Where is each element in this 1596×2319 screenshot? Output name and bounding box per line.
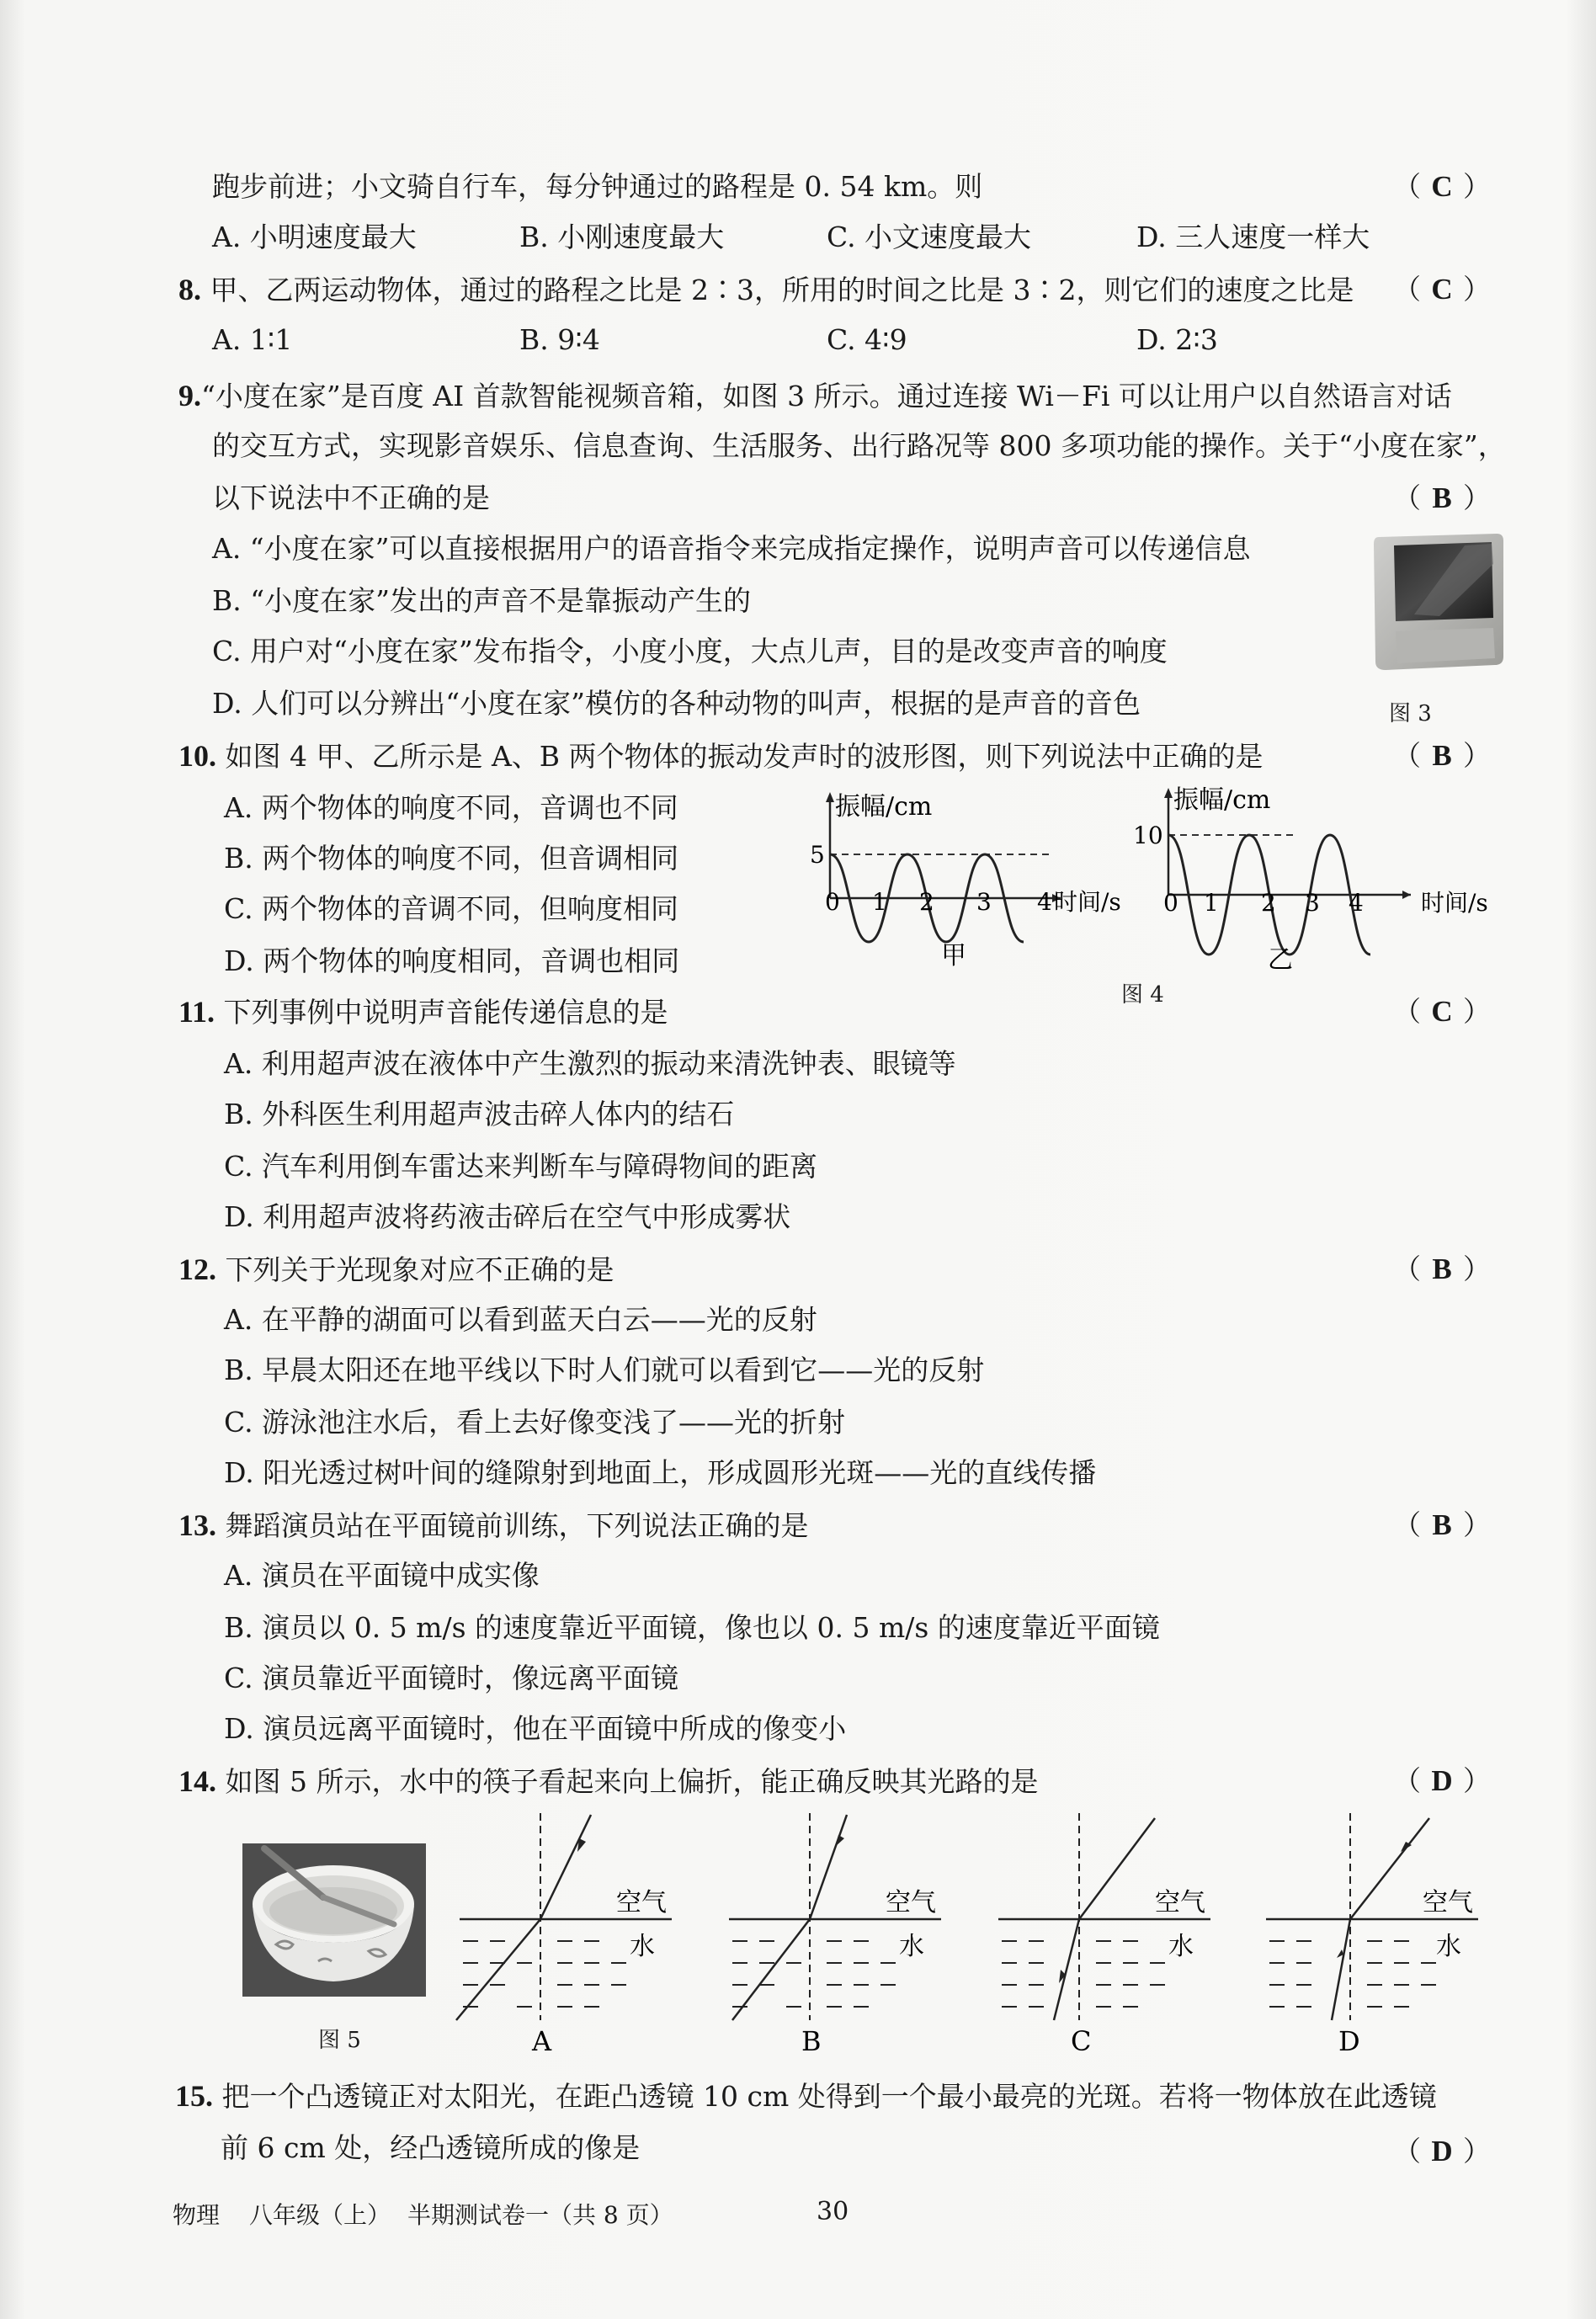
diagram-a-choice-label: A: [532, 2025, 552, 2057]
diagram-a-air-label: 空气: [616, 1888, 667, 1917]
q10-stem: 10. 如图 4 甲、乙所示是 A、B 两个物体的振动发声时的波形图，则下列说法中正确的是: [178, 739, 1264, 773]
q10-answer: （ B ）: [1393, 739, 1491, 772]
diagram-d-choice-label: D: [1338, 2025, 1360, 2057]
diagram-b-water-label: 水: [899, 1932, 924, 1961]
light-path-diagram-c: [990, 1810, 1217, 2062]
q9-option-a: A. “小度在家”可以直接根据用户的语音指令来完成指定操作，说明声音可以传递信息: [212, 532, 1251, 565]
q11-stem: 11. 下列事例中说明声音能传递信息的是: [178, 995, 668, 1029]
graph-a-xtick-3: 3: [976, 888, 992, 916]
q11-option-b: B. 外科医生利用超声波击碎人体内的结石: [224, 1098, 735, 1130]
footer-paper-title: 半期测试卷一（共 8 页）: [407, 2201, 673, 2229]
q11-option-d: D. 利用超声波将药液击碎后在空气中形成雾状: [224, 1200, 791, 1233]
q14-stem: 14. 如图 5 所示，水中的筷子看起来向上偏折，能正确反映其光路的是: [178, 1764, 1039, 1798]
q10-option-d: D. 两个物体的响度相同，音调也相同: [224, 944, 680, 977]
figure-4-caption: 图 4: [1121, 982, 1164, 1008]
q14-answer: （ D ）: [1393, 1764, 1491, 1797]
figure-5-caption: 图 5: [318, 2028, 361, 2053]
graph-a-xtick-1: 1: [872, 888, 887, 916]
graph-a-ylabel: 振幅/cm: [835, 792, 933, 822]
waveform-graph-b: [1120, 783, 1498, 985]
q7-option-b: B. 小刚速度最大: [519, 221, 725, 253]
q7-option-c: C. 小文速度最大: [827, 221, 1032, 253]
q15-number: 15.: [175, 2079, 213, 2113]
q12-option-a: A. 在平静的湖面可以看到蓝天白云——光的反射: [224, 1303, 817, 1336]
q10-option-b: B. 两个物体的响度不同，但音调相同: [224, 842, 679, 875]
q10-number: 10.: [178, 739, 216, 773]
q7-answer: （ C ）: [1393, 170, 1491, 203]
graph-a-name: 甲: [941, 941, 966, 971]
graph-a-amplitude-label: 5: [810, 841, 825, 869]
q12-stem: 12. 下列关于光现象对应不正确的是: [178, 1253, 614, 1286]
q7-stem-continuation: 跑步前进；小文骑自行车，每分钟通过的路程是 0. 54 km。则: [212, 170, 983, 203]
q8-stem: 8. 甲、乙两运动物体，通过的路程之比是 2∶3，所用的时间之比是 3∶2，则它们的速度之比是: [178, 273, 1354, 306]
footer-subject: 物理: [173, 2201, 221, 2229]
q8-option-a: A. 1∶1: [212, 323, 293, 356]
q13-option-b: B. 演员以 0. 5 m/s 的速度靠近平面镜，像也以 0. 5 m/s 的速度靠近平面镜: [224, 1611, 1160, 1644]
q11-option-c: C. 汽车利用倒车雷达来判断车与障碍物间的距离: [224, 1150, 818, 1183]
graph-a-xlabel: 时间/s: [1054, 888, 1121, 916]
q12-number: 12.: [178, 1253, 216, 1286]
graph-a-xtick-4: 4: [1037, 888, 1052, 916]
q8-option-c: C. 4∶9: [827, 323, 907, 356]
q11-option-a: A. 利用超声波在液体中产生激烈的振动来清洗钟表、眼镜等: [224, 1047, 956, 1080]
diagram-c-water-label: 水: [1168, 1932, 1194, 1961]
graph-b-ylabel: 振幅/cm: [1173, 785, 1271, 815]
bowl-chopstick-photo: [242, 1843, 426, 1997]
q15-stem-line2: 前 6 cm 处，经凸透镜所成的像是: [221, 2131, 641, 2164]
q8-answer: （ C ）: [1393, 273, 1491, 306]
q9-answer: （ B ）: [1393, 481, 1491, 514]
waveform-graph-a: [800, 787, 1136, 981]
light-path-diagram-b: [721, 1810, 948, 2062]
diagram-c-choice-label: C: [1071, 2025, 1092, 2057]
q13-option-d: D. 演员远离平面镜时，他在平面镜中所成的像变小: [224, 1712, 847, 1745]
q15-answer: （ D ）: [1393, 2135, 1491, 2167]
light-path-diagram-d: [1258, 1810, 1485, 2062]
q13-option-c: C. 演员靠近平面镜时，像远离平面镜: [224, 1662, 679, 1694]
q7-option-a: A. 小明速度最大: [212, 221, 417, 253]
graph-b-xtick-3: 3: [1305, 889, 1320, 917]
light-path-diagram-a: [451, 1810, 678, 2062]
diagram-b-choice-label: B: [801, 2025, 822, 2057]
q9-option-c: C. 用户对“小度在家”发布指令，小度小度，大点儿声，目的是改变声音的响度: [212, 635, 1168, 668]
graph-b-xtick-1: 1: [1204, 889, 1219, 917]
q9-number: 9.: [178, 379, 201, 412]
q9-stem-line1: 9.“小度在家”是百度 AI 首款智能视频音箱，如图 3 所示。通过连接 Wi－Fi 可以让用户以自然语言对话: [178, 379, 1452, 412]
q11-answer: （ C ）: [1393, 995, 1491, 1028]
q10-option-c: C. 两个物体的音调不同，但响度相同: [224, 892, 679, 925]
q9-stem-line2: 的交互方式，实现影音娱乐、信息查询、生活服务、出行路况等 800 多项功能的操作。关于“小度在家”，: [212, 429, 1506, 462]
graph-b-amplitude-label: 10: [1133, 822, 1163, 849]
q12-option-c: C. 游泳池注水后，看上去好像变浅了——光的折射: [224, 1406, 846, 1439]
q8-number: 8.: [178, 273, 201, 306]
diagram-b-air-label: 空气: [886, 1888, 936, 1917]
graph-b-xtick-2: 2: [1261, 889, 1276, 917]
figure-3-caption: 图 3: [1389, 701, 1432, 726]
q13-stem: 13. 舞蹈演员站在平面镜前训练，下列说法正确的是: [178, 1508, 809, 1542]
page-number: 30: [817, 2197, 849, 2226]
q11-number: 11.: [178, 995, 215, 1029]
graph-b-xtick-4: 4: [1349, 889, 1364, 917]
diagram-d-water-label: 水: [1436, 1932, 1461, 1961]
q9-option-b: B. “小度在家”发出的声音不是靠振动产生的: [212, 584, 751, 617]
q8-option-b: B. 9∶4: [519, 323, 600, 356]
q14-number: 14.: [178, 1764, 216, 1798]
graph-b-name: 乙: [1268, 945, 1293, 975]
diagram-c-air-label: 空气: [1155, 1888, 1205, 1917]
footer-grade: 八年级（上）: [249, 2201, 391, 2229]
q12-option-b: B. 早晨太阳还在地平线以下时人们就可以看到它——光的反射: [224, 1354, 985, 1386]
smart-speaker-image: [1364, 530, 1507, 673]
q12-answer: （ B ）: [1393, 1253, 1491, 1285]
graph-a-xtick-2: 2: [919, 888, 934, 916]
q8-option-d: D. 2∶3: [1136, 323, 1218, 356]
q12-option-d: D. 阳光透过树叶间的缝隙射到地面上，形成圆形光斑——光的直线传播: [224, 1456, 1097, 1489]
diagram-a-water-label: 水: [630, 1932, 655, 1961]
diagram-d-air-label: 空气: [1423, 1888, 1473, 1917]
q7-option-d: D. 三人速度一样大: [1136, 221, 1370, 253]
q15-stem-line1: 15. 把一个凸透镜正对太阳光，在距凸透镜 10 cm 处得到一个最小最亮的光斑。若将一物体放在此透镜: [175, 2079, 1437, 2113]
q13-answer: （ B ）: [1393, 1508, 1491, 1541]
q13-number: 13.: [178, 1508, 216, 1542]
graph-b-xlabel: 时间/s: [1421, 889, 1488, 917]
q9-stem-line3: 以下说法中不正确的是: [212, 481, 490, 514]
q13-option-a: A. 演员在平面镜中成实像: [224, 1559, 540, 1592]
graph-b-xtick-0: 0: [1163, 889, 1178, 917]
graph-a-xtick-0: 0: [825, 888, 840, 916]
q10-option-a: A. 两个物体的响度不同，音调也不同: [224, 791, 678, 824]
q9-option-d: D. 人们可以分辨出“小度在家”模仿的各种动物的叫声，根据的是声音的音色: [212, 687, 1141, 720]
